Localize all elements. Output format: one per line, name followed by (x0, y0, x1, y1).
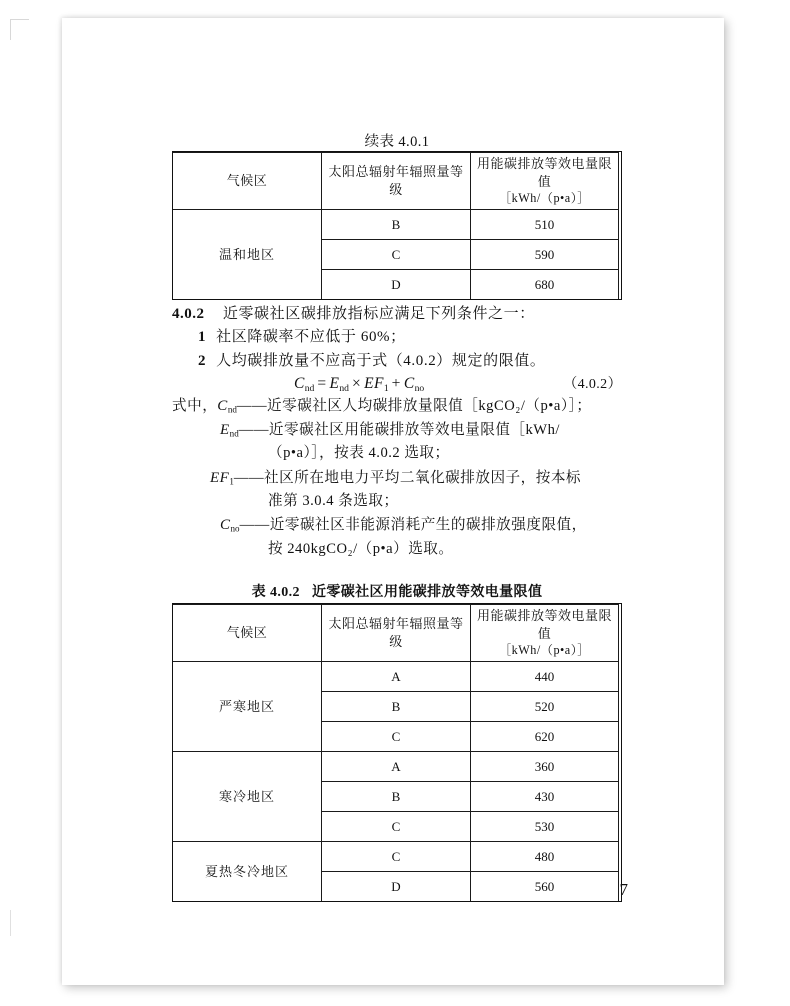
value-cell: 530 (471, 812, 619, 842)
definition-text: ——近零碳社区非能源消耗产生的碳排放强度限值， (239, 517, 587, 534)
table-caption-label: 表 4.0.2 (251, 585, 300, 600)
formula-times: × (351, 374, 362, 392)
definition-entry-3 (172, 466, 622, 490)
header-climate-zone: 气候区 (173, 604, 322, 662)
grade-cell: C (322, 842, 471, 872)
value-cell: 560 (471, 872, 619, 902)
formula-term1-sub: nd (339, 382, 349, 394)
table-header-row (173, 604, 619, 662)
definition-text: ——近零碳社区用能碳排放等效电量限值［kWh/ (238, 421, 560, 438)
header-climate-zone: 气候区 (173, 152, 322, 210)
clause-text: 近零碳社区碳排放指标应满足下列条件之一： (222, 306, 535, 322)
table-4-0-2-caption (172, 581, 622, 601)
page-number: 7 (619, 880, 628, 899)
formula-term2: EF (364, 374, 384, 392)
table-continued-caption: 续表 4.0.1 (364, 134, 430, 150)
table-row (173, 752, 619, 782)
value-cell: 430 (471, 782, 619, 812)
item-text: 人均碳排放量不应高于式（4.0.2）规定的限值。 (216, 352, 546, 369)
value-cell: 480 (471, 842, 619, 872)
table-row (173, 210, 619, 240)
definition-symbol-sub: no (230, 524, 240, 535)
definition-text: ——社区所在地电力平均二氧化碳排放因子，按本标 (233, 469, 582, 486)
clause-4-0-2-heading (172, 303, 622, 326)
item-number: 2 (198, 352, 207, 369)
definition-entry-2 (172, 418, 622, 442)
formula-term3: C (403, 374, 415, 392)
value-cell: 590 (471, 240, 619, 270)
grade-cell: A (322, 752, 471, 782)
grade-cell: A (322, 662, 471, 692)
definition-text: 按 240kgCO₂/（p•a）选取。 (268, 540, 454, 557)
item-number: 1 (198, 329, 207, 346)
table-caption-title: 近零碳社区用能碳排放等效电量限值 (311, 585, 543, 600)
definition-text: ——近零碳社区人均碳排放量限值［kgCO₂/（p•a）］； (236, 397, 592, 414)
definition-entry-3-cont (172, 490, 622, 513)
formula-lhs-sub: nd (304, 382, 315, 394)
value-cell: 680 (471, 270, 619, 300)
definitions-lead: 式中， (172, 397, 218, 414)
header-energy-carbon-limit-line1: 用能碳排放等效电量限值 (476, 156, 612, 189)
formula-term2-sub: 1 (383, 382, 389, 394)
header-solar-radiation-grade: 太阳总辐射年辐照量等级 (322, 604, 471, 662)
header-energy-carbon-limit-unit: ［kWh/（p•a）］ (499, 191, 590, 206)
definition-symbol-sub: 1 (229, 476, 234, 487)
formula-definitions (172, 394, 622, 561)
formula-term3-sub: no (414, 382, 425, 394)
table-4-0-2 (172, 603, 622, 902)
clause-number: 4.0.2 (172, 306, 205, 322)
definition-symbol-sub: nd (227, 404, 237, 415)
header-energy-carbon-limit (471, 152, 619, 210)
clause-item-2 (172, 350, 622, 373)
definition-entry-2-cont (172, 442, 622, 465)
definition-symbol: C (217, 397, 228, 414)
header-solar-radiation-grade: 太阳总辐射年辐照量等级 (322, 152, 471, 210)
region-cell: 严寒地区 (173, 662, 322, 752)
header-energy-carbon-limit-line1: 用能碳排放等效电量限值 (476, 608, 612, 641)
grade-cell: B (322, 692, 471, 722)
grade-cell: D (322, 872, 471, 902)
header-energy-carbon-limit (471, 604, 619, 662)
value-cell: 510 (471, 210, 619, 240)
grade-cell: C (322, 240, 471, 270)
definition-entry-4-cont (172, 538, 622, 561)
region-cell: 夏热冬冷地区 (173, 842, 322, 902)
grade-cell: C (322, 812, 471, 842)
value-cell: 440 (471, 662, 619, 692)
document-page (62, 18, 724, 985)
formula-plus: + (391, 374, 401, 392)
definition-text: （p•a）］，按表 4.0.2 选取； (268, 445, 450, 462)
definition-text: 准第 3.0.4 条选取； (268, 493, 399, 509)
definition-entry-4 (172, 513, 622, 537)
definition-symbol: C (220, 517, 231, 534)
value-cell: 360 (471, 752, 619, 782)
definition-symbol-sub: nd (229, 428, 239, 439)
item-text: 社区降碳率不应低于 60%； (216, 329, 406, 346)
region-cell: 寒冷地区 (173, 752, 322, 842)
formula-equals: = (317, 374, 327, 392)
grade-cell: B (322, 210, 471, 240)
definition-entry-1 (172, 394, 622, 418)
region-cell: 温和地区 (173, 210, 322, 300)
definition-symbol: E (220, 421, 230, 438)
header-energy-carbon-limit-unit: ［kWh/（p•a）］ (499, 643, 590, 658)
formula-term1: E (329, 374, 340, 392)
clause-item-1 (172, 326, 622, 349)
table-row (173, 662, 619, 692)
formula-expression (294, 375, 424, 394)
grade-cell: B (322, 782, 471, 812)
table-continued-4-0-1 (172, 151, 622, 300)
value-cell: 520 (471, 692, 619, 722)
table-header-row (173, 152, 619, 210)
grade-cell: C (322, 722, 471, 752)
table-row (173, 842, 619, 872)
formula-number: （4.0.2） (563, 376, 622, 392)
grade-cell: D (322, 270, 471, 300)
formula-lhs: C (294, 374, 305, 392)
definition-symbol: EF (210, 469, 230, 486)
crop-mark-bottom-left-icon (10, 910, 11, 936)
value-cell: 620 (471, 722, 619, 752)
crop-mark-top-left-icon (10, 19, 29, 40)
formula-4-0-2 (172, 373, 622, 394)
